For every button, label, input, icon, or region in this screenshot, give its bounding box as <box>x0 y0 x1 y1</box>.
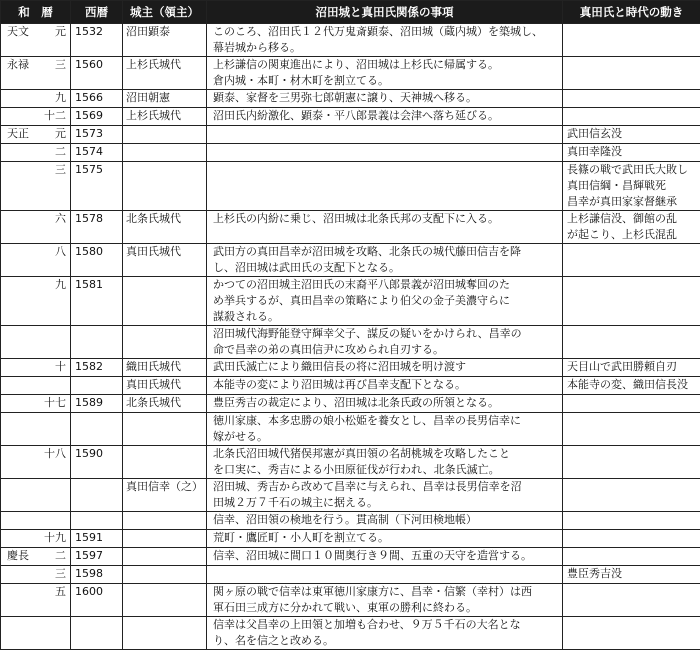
jidai-cell <box>563 359 700 377</box>
event-cell <box>207 24 563 57</box>
jidai-cell <box>563 584 700 617</box>
event-line: 田城２万７千石の城主に据える。 <box>213 496 378 509</box>
event-cell <box>207 162 563 211</box>
event-line: り、名を信之と改める。 <box>213 634 334 647</box>
year-cell: 三 <box>37 162 71 211</box>
jidai-line: 真田信綱・昌輝戦死 <box>567 179 666 192</box>
year-cell: 三 <box>37 566 71 584</box>
event-line: 徳川家康、本多忠勝の娘小松姫を養女とし、昌幸の長男信幸に <box>213 414 521 427</box>
ad-cell: 1589 <box>71 395 123 413</box>
event-line: め挙兵するが、真田昌幸の策略により伯父の金子美濃守らに <box>213 294 510 307</box>
lord-cell <box>123 584 207 617</box>
event-line: 信幸は父昌幸の上田領と加増も合わせ、９万５千石の大名とな <box>213 618 521 631</box>
era-cell <box>1 144 37 162</box>
event-line: 武田方の真田昌幸が沼田城を攻略、北条氏の城代藤田信吉を降 <box>213 245 521 258</box>
event-cell <box>207 479 563 512</box>
event-line: かつての沼田城主沼田氏の末裔平八郎景義が沼田城奪回のた <box>213 278 510 291</box>
era-cell <box>1 90 37 108</box>
table-row <box>1 359 700 377</box>
jidai-cell <box>563 395 700 413</box>
event-cell <box>207 617 563 650</box>
event-cell <box>207 244 563 277</box>
header-joushu: 城主（領主） <box>123 1 207 24</box>
ad-cell: 1598 <box>71 566 123 584</box>
ad-cell: 1573 <box>71 126 123 144</box>
event-cell <box>207 548 563 566</box>
event-cell <box>207 126 563 144</box>
year-cell: 八 <box>37 244 71 277</box>
event-cell <box>207 359 563 377</box>
year-cell: 十八 <box>37 446 71 479</box>
event-line: 荒町・鷹匠町・小人町を割立てる。 <box>213 531 389 544</box>
era-cell: 慶長 <box>1 548 37 566</box>
lord-cell <box>123 126 207 144</box>
event-cell <box>207 90 563 108</box>
event-line: 武田氏滅亡により織田信長の将に沼田城を明け渡す <box>213 360 466 373</box>
table-row <box>1 24 700 57</box>
event-cell <box>207 326 563 359</box>
jidai-cell <box>563 566 700 584</box>
header-jidai: 真田氏と時代の動き <box>563 1 700 24</box>
event-cell <box>207 377 563 395</box>
jidai-cell <box>563 108 700 126</box>
year-cell: 十 <box>37 359 71 377</box>
lord-cell <box>123 413 207 446</box>
lord-cell <box>123 277 207 326</box>
jidai-cell <box>563 57 700 90</box>
lord-cell: 沼田朝憲 <box>123 90 207 108</box>
era-cell: 永禄 <box>1 57 37 90</box>
ad-cell: 1600 <box>71 584 123 617</box>
era-cell <box>1 479 37 512</box>
event-cell <box>207 211 563 244</box>
event-line: し、沼田城は武田氏の支配下となる。 <box>213 261 400 274</box>
ad-cell <box>71 326 123 359</box>
table-row <box>1 244 700 277</box>
jidai-cell <box>563 530 700 548</box>
lord-cell <box>123 530 207 548</box>
table-row <box>1 377 700 395</box>
era-cell <box>1 617 37 650</box>
year-cell: 五 <box>37 584 71 617</box>
year-cell: 九 <box>37 90 71 108</box>
jidai-cell <box>563 144 700 162</box>
jidai-cell <box>563 211 700 244</box>
ad-cell: 1582 <box>71 359 123 377</box>
era-cell <box>1 446 37 479</box>
event-line: 北条氏沼田城代猪俣邦憲が真田領の名胡桃城を攻略したこと <box>213 447 510 460</box>
era-cell <box>1 108 37 126</box>
table-row <box>1 413 700 446</box>
year-cell: 六 <box>37 211 71 244</box>
event-cell <box>207 566 563 584</box>
jidai-cell <box>563 162 700 211</box>
lord-cell: 真田信幸（之） <box>123 479 207 512</box>
jidai-cell <box>563 377 700 395</box>
ad-cell: 1581 <box>71 277 123 326</box>
lord-cell: 織田氏城代 <box>123 359 207 377</box>
ad-cell: 1597 <box>71 548 123 566</box>
jidai-line: 真田幸隆没 <box>567 145 622 158</box>
year-cell: 十二 <box>37 108 71 126</box>
ad-cell: 1590 <box>71 446 123 479</box>
jidai-line: 武田信玄没 <box>567 127 622 140</box>
lord-cell <box>123 446 207 479</box>
jidai-cell <box>563 548 700 566</box>
jidai-cell <box>563 479 700 512</box>
table-row <box>1 548 700 566</box>
ad-cell: 1578 <box>71 211 123 244</box>
table-row <box>1 446 700 479</box>
year-cell: 三 <box>37 57 71 90</box>
table-row <box>1 395 700 413</box>
era-cell <box>1 211 37 244</box>
table-row <box>1 617 700 650</box>
event-cell <box>207 57 563 90</box>
ad-cell <box>71 617 123 650</box>
jidai-cell <box>563 512 700 530</box>
year-cell: 二 <box>37 144 71 162</box>
year-cell <box>37 617 71 650</box>
event-line: 命で昌幸の弟の真田信尹に攻められ自刃する。 <box>213 343 444 356</box>
era-cell <box>1 512 37 530</box>
event-cell <box>207 584 563 617</box>
table-row <box>1 326 700 359</box>
table-row <box>1 566 700 584</box>
lord-cell: 上杉氏城代 <box>123 108 207 126</box>
table-body <box>1 24 700 650</box>
ad-cell <box>71 479 123 512</box>
jidai-line: 本能寺の変、織田信長没 <box>567 378 688 391</box>
year-cell <box>37 479 71 512</box>
ad-cell: 1569 <box>71 108 123 126</box>
year-cell <box>37 377 71 395</box>
lord-cell: 北条氏城代 <box>123 395 207 413</box>
era-cell <box>1 277 37 326</box>
event-line: 倉内城・本町・材木町を割立てる。 <box>213 74 389 87</box>
era-cell <box>1 162 37 211</box>
table-header <box>1 1 700 24</box>
event-cell <box>207 144 563 162</box>
table-row <box>1 162 700 211</box>
lord-cell <box>123 548 207 566</box>
lord-cell: 上杉氏城代 <box>123 57 207 90</box>
event-line: 本能寺の変により沼田城は再び昌幸支配下となる。 <box>213 378 466 391</box>
era-cell <box>1 530 37 548</box>
lord-cell <box>123 162 207 211</box>
ad-cell <box>71 512 123 530</box>
event-line: 関ヶ原の戦で信幸は東軍徳川家康方に、昌幸・信繁（幸村）は西 <box>213 585 532 598</box>
event-line: 上杉氏の内紛に乗じ、沼田城は北条氏邦の支配下に入る。 <box>213 212 499 225</box>
table-row <box>1 57 700 90</box>
lord-cell: 北条氏城代 <box>123 211 207 244</box>
ad-cell: 1532 <box>71 24 123 57</box>
jidai-cell <box>563 126 700 144</box>
table-row <box>1 211 700 244</box>
event-line: 幕岩城から移る。 <box>213 41 301 54</box>
era-cell <box>1 566 37 584</box>
event-line: 顕泰、家督を三男弥七郎朝憲に譲り、天神城へ移る。 <box>213 91 477 104</box>
lord-cell: 真田氏城代 <box>123 244 207 277</box>
event-line: 信幸、沼田城に間口１０間奥行き９間、五重の天守を造営する。 <box>213 549 532 562</box>
ad-cell <box>71 377 123 395</box>
era-cell <box>1 395 37 413</box>
table-row <box>1 530 700 548</box>
lord-cell: 沼田顕泰 <box>123 24 207 57</box>
era-cell <box>1 326 37 359</box>
jidai-cell <box>563 617 700 650</box>
event-cell <box>207 446 563 479</box>
table-row <box>1 584 700 617</box>
jidai-cell <box>563 446 700 479</box>
era-cell <box>1 377 37 395</box>
jidai-line: 上杉謙信没、御館の乱 <box>567 212 677 225</box>
ad-cell: 1560 <box>71 57 123 90</box>
table-row <box>1 479 700 512</box>
table-row <box>1 512 700 530</box>
event-cell <box>207 277 563 326</box>
table-row <box>1 126 700 144</box>
jidai-cell <box>563 277 700 326</box>
event-line: 沼田城代海野能登守輝幸父子、謀反の疑いをかけられ、昌幸の <box>213 327 522 340</box>
header-seireki: 西暦 <box>71 1 123 24</box>
jidai-cell <box>563 90 700 108</box>
table-row <box>1 277 700 326</box>
year-cell: 十七 <box>37 395 71 413</box>
lord-cell <box>123 512 207 530</box>
jidai-line: 豊臣秀吉没 <box>567 567 622 580</box>
year-cell: 二 <box>37 548 71 566</box>
era-cell <box>1 413 37 446</box>
event-line: 信幸、沼田領の検地を行う。貫高制（下河田検地帳） <box>213 513 477 526</box>
era-cell: 天正 <box>1 126 37 144</box>
event-line: 嫁がせる。 <box>213 430 268 443</box>
era-cell <box>1 359 37 377</box>
jidai-line: 昌幸が真田家家督継承 <box>567 195 677 208</box>
event-line: を口実に、秀吉による小田原征伐が行われ、北条氏滅亡。 <box>213 463 500 476</box>
year-cell <box>37 326 71 359</box>
jidai-cell <box>563 413 700 446</box>
ad-cell <box>71 413 123 446</box>
ad-cell: 1575 <box>71 162 123 211</box>
lord-cell <box>123 566 207 584</box>
ad-cell: 1591 <box>71 530 123 548</box>
lord-cell <box>123 144 207 162</box>
table-row <box>1 144 700 162</box>
era-cell <box>1 244 37 277</box>
year-cell <box>37 413 71 446</box>
event-cell <box>207 108 563 126</box>
event-line: 軍石田三成方に分かれて戦い、東軍の勝利に終わる。 <box>213 601 477 614</box>
year-cell: 元 <box>37 126 71 144</box>
event-cell <box>207 512 563 530</box>
event-cell <box>207 530 563 548</box>
event-line: 沼田氏内紛激化、顕泰・平八郎景義は会津へ落ち延びる。 <box>213 109 499 122</box>
event-line: 上杉謙信の関東進出により、沼田城は上杉氏に帰属する。 <box>213 58 499 71</box>
header-jikou: 沼田城と真田氏関係の事項 <box>207 1 563 24</box>
header-wareki: 和 暦 <box>1 1 71 24</box>
event-line: 謀殺される。 <box>213 310 279 323</box>
year-cell: 十九 <box>37 530 71 548</box>
table-row <box>1 108 700 126</box>
event-cell <box>207 395 563 413</box>
ad-cell: 1574 <box>71 144 123 162</box>
lord-cell <box>123 617 207 650</box>
event-line: このころ、沼田氏１２代万鬼斎顕泰、沼田城（蔵内城）を築城し、 <box>213 25 543 38</box>
jidai-line: 長篠の戦で武田氏大敗し <box>567 163 688 176</box>
table-row <box>1 90 700 108</box>
event-cell <box>207 413 563 446</box>
jidai-cell <box>563 244 700 277</box>
era-cell: 天文 <box>1 24 37 57</box>
jidai-line: 天目山で武田勝頼自刃 <box>567 360 677 373</box>
jidai-line: が起こり、上杉氏混乱 <box>567 228 677 241</box>
lord-cell: 真田氏城代 <box>123 377 207 395</box>
year-cell: 元 <box>37 24 71 57</box>
lord-cell <box>123 326 207 359</box>
jidai-cell <box>563 326 700 359</box>
year-cell: 九 <box>37 277 71 326</box>
ad-cell: 1580 <box>71 244 123 277</box>
event-line: 豊臣秀吉の裁定により、沼田城は北条氏政の所領となる。 <box>213 396 499 409</box>
year-cell <box>37 512 71 530</box>
ad-cell: 1566 <box>71 90 123 108</box>
event-line: 沼田城、秀吉から改めて昌幸に与えられ、昌幸は長男信幸を沼 <box>213 480 522 493</box>
era-cell <box>1 584 37 617</box>
jidai-cell <box>563 24 700 57</box>
